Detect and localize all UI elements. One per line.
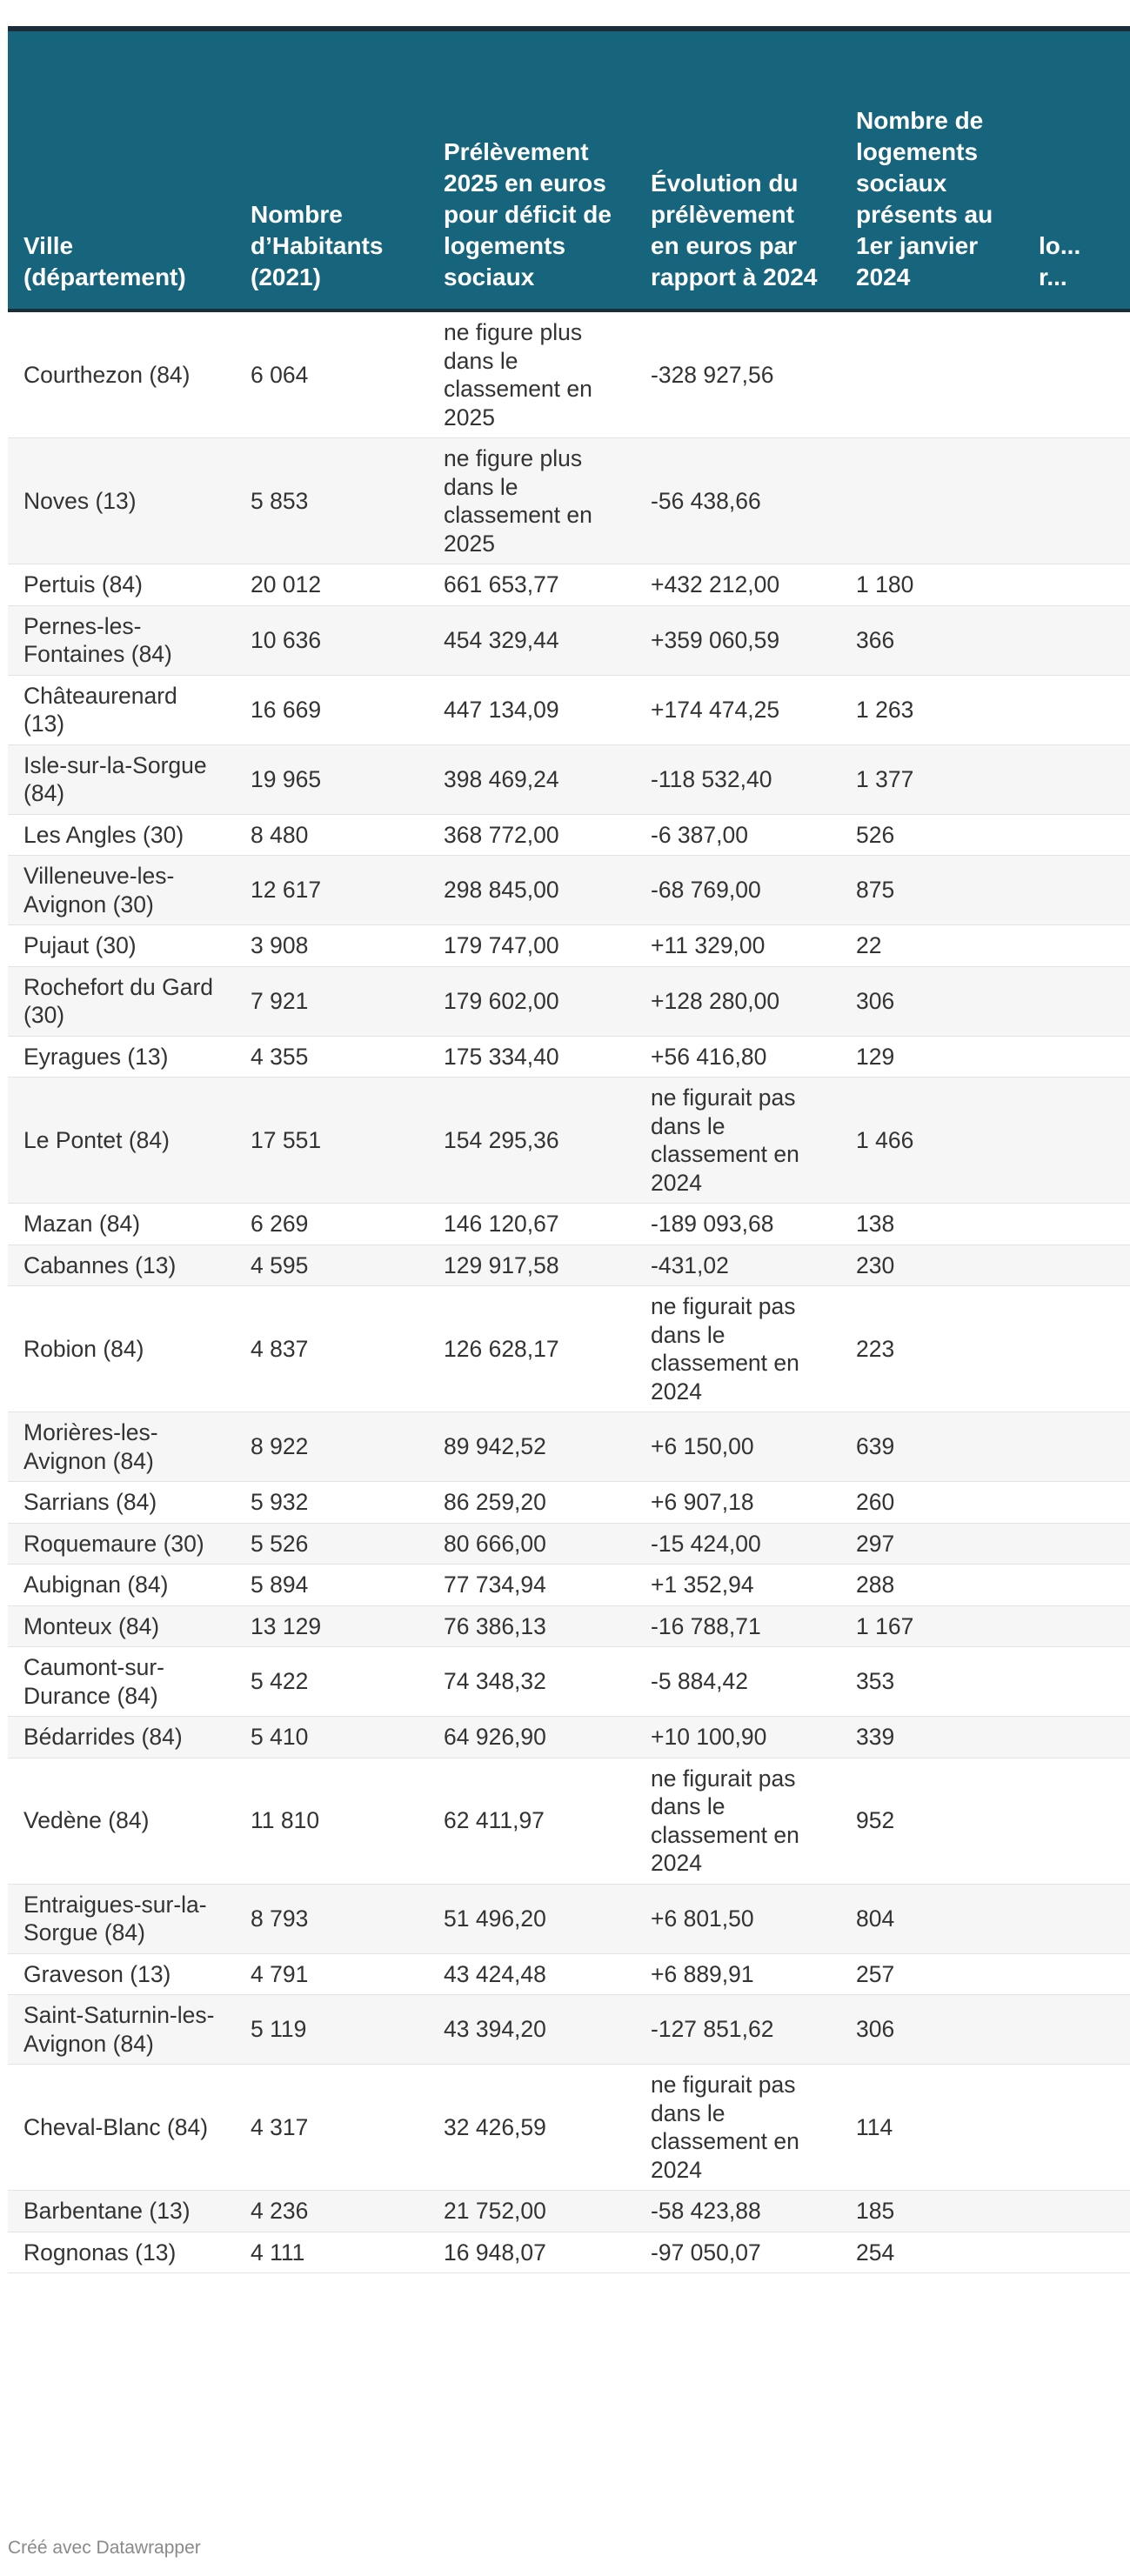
table-cell: 5 853 bbox=[235, 438, 428, 564]
table-cell: -328 927,56 bbox=[635, 310, 840, 438]
table-cell: 353 bbox=[840, 1647, 1023, 1717]
table-cell: 4 317 bbox=[235, 2065, 428, 2191]
table-cell: 7 921 bbox=[235, 966, 428, 1036]
table-cell: 661 653,77 bbox=[428, 564, 635, 606]
table-cell bbox=[1023, 1204, 1130, 1245]
table-cell: Morières-les-Avignon (84) bbox=[8, 1412, 235, 1482]
table-cell: Eyragues (13) bbox=[8, 1036, 235, 1078]
table-container bbox=[8, 26, 1081, 2273]
table-cell: 8 793 bbox=[235, 1884, 428, 1953]
table-cell: 1 167 bbox=[840, 1605, 1023, 1647]
table-cell: -97 050,07 bbox=[635, 2232, 840, 2273]
table-cell: 8 480 bbox=[235, 814, 428, 856]
table-cell: +128 280,00 bbox=[635, 966, 840, 1036]
table-cell: Pernes-les-Fontaines (84) bbox=[8, 605, 235, 675]
table-row bbox=[8, 1953, 1130, 1995]
table-row bbox=[8, 1286, 1130, 1412]
table-cell bbox=[1023, 1717, 1130, 1758]
table-cell: +11 329,00 bbox=[635, 925, 840, 967]
table-cell: +432 212,00 bbox=[635, 564, 840, 606]
table-cell: Cheval-Blanc (84) bbox=[8, 2065, 235, 2191]
table-cell: +6 889,91 bbox=[635, 1953, 840, 1995]
table-cell: 4 111 bbox=[235, 2232, 428, 2273]
table-cell: Caumont-sur-Durance (84) bbox=[8, 1647, 235, 1717]
table-row bbox=[8, 1565, 1130, 1606]
table-cell bbox=[1023, 1482, 1130, 1524]
table-cell: Pertuis (84) bbox=[8, 564, 235, 606]
table-cell bbox=[1023, 675, 1130, 744]
table-cell: 5 526 bbox=[235, 1523, 428, 1565]
table-row bbox=[8, 1036, 1130, 1078]
table-cell: 43 424,48 bbox=[428, 1953, 635, 1995]
table-cell: -127 851,62 bbox=[635, 1995, 840, 2065]
table-cell: ne figure plus dans le classement en 2025 bbox=[428, 310, 635, 438]
table-cell: Barbentane (13) bbox=[8, 2191, 235, 2232]
table-cell bbox=[1023, 1523, 1130, 1565]
table-cell: 639 bbox=[840, 1412, 1023, 1482]
table-cell bbox=[1023, 1078, 1130, 1204]
table-cell: 1 377 bbox=[840, 744, 1023, 814]
table-row bbox=[8, 925, 1130, 967]
table-row bbox=[8, 1758, 1130, 1884]
table-cell: 230 bbox=[840, 1245, 1023, 1286]
table-cell: -16 788,71 bbox=[635, 1605, 840, 1647]
table-cell: 4 791 bbox=[235, 1953, 428, 1995]
table-cell bbox=[1023, 1036, 1130, 1078]
table-cell: Courthezon (84) bbox=[8, 310, 235, 438]
table-cell bbox=[1023, 605, 1130, 675]
table-cell: 51 496,20 bbox=[428, 1884, 635, 1953]
table-cell: 10 636 bbox=[235, 605, 428, 675]
table-cell: ne figurait pas dans le classement en 2024 bbox=[635, 1078, 840, 1204]
table-cell: Isle-sur-la-Sorgue (84) bbox=[8, 744, 235, 814]
table-cell: Sarrians (84) bbox=[8, 1482, 235, 1524]
table-cell bbox=[1023, 1245, 1130, 1286]
table-cell: 5 932 bbox=[235, 1482, 428, 1524]
table-cell bbox=[1023, 925, 1130, 967]
table-row bbox=[8, 438, 1130, 564]
table-cell: 4 837 bbox=[235, 1286, 428, 1412]
table-cell: Bédarrides (84) bbox=[8, 1717, 235, 1758]
table-cell: 43 394,20 bbox=[428, 1995, 635, 2065]
table-cell: 32 426,59 bbox=[428, 2065, 635, 2191]
table-cell: Robion (84) bbox=[8, 1286, 235, 1412]
table-cell: 17 551 bbox=[235, 1078, 428, 1204]
table-cell: Pujaut (30) bbox=[8, 925, 235, 967]
table-row bbox=[8, 1245, 1130, 1286]
table-cell: 74 348,32 bbox=[428, 1647, 635, 1717]
table-cell: +56 416,80 bbox=[635, 1036, 840, 1078]
table-cell: 306 bbox=[840, 1995, 1023, 2065]
table-body bbox=[8, 310, 1130, 2273]
table-row bbox=[8, 2065, 1130, 2191]
table-cell: Châteaurenard (13) bbox=[8, 675, 235, 744]
table-cell: 129 bbox=[840, 1036, 1023, 1078]
table-cell: 13 129 bbox=[235, 1605, 428, 1647]
column-header-4[interactable]: Évolution du prélèvement en euros par rapport à 2024 bbox=[635, 29, 840, 310]
table-row bbox=[8, 966, 1130, 1036]
table-cell: 86 259,20 bbox=[428, 1482, 635, 1524]
table-cell: 254 bbox=[840, 2232, 1023, 2273]
table-cell bbox=[1023, 814, 1130, 856]
table-cell: -189 093,68 bbox=[635, 1204, 840, 1245]
table-cell: 16 669 bbox=[235, 675, 428, 744]
table-row bbox=[8, 1717, 1130, 1758]
table-cell: 5 422 bbox=[235, 1647, 428, 1717]
table-cell: 22 bbox=[840, 925, 1023, 967]
table-row bbox=[8, 310, 1130, 438]
column-header-2[interactable]: Nombre d’Habitants (2021) bbox=[235, 29, 428, 310]
table-cell: +359 060,59 bbox=[635, 605, 840, 675]
table-row bbox=[8, 1884, 1130, 1953]
table-row bbox=[8, 2191, 1130, 2232]
datawrapper-credit[interactable]: Créé avec Datawrapper bbox=[8, 2538, 201, 2558]
table-cell: 80 666,00 bbox=[428, 1523, 635, 1565]
table-cell bbox=[1023, 2065, 1130, 2191]
table-cell: 288 bbox=[840, 1565, 1023, 1606]
table-cell: 21 752,00 bbox=[428, 2191, 635, 2232]
table-cell: Vedène (84) bbox=[8, 1758, 235, 1884]
table-cell: 11 810 bbox=[235, 1758, 428, 1884]
table-cell: 20 012 bbox=[235, 564, 428, 606]
table-cell: +6 150,00 bbox=[635, 1412, 840, 1482]
table-cell: -5 884,42 bbox=[635, 1647, 840, 1717]
table-cell: 297 bbox=[840, 1523, 1023, 1565]
table-cell: Monteux (84) bbox=[8, 1605, 235, 1647]
table-cell: 526 bbox=[840, 814, 1023, 856]
table-cell bbox=[1023, 2232, 1130, 2273]
table-cell: 114 bbox=[840, 2065, 1023, 2191]
header-row bbox=[8, 29, 1130, 310]
table-cell bbox=[1023, 2191, 1130, 2232]
table-cell: 5 119 bbox=[235, 1995, 428, 2065]
table-cell: Rognonas (13) bbox=[8, 2232, 235, 2273]
table-cell: Le Pontet (84) bbox=[8, 1078, 235, 1204]
table-cell: 4 236 bbox=[235, 2191, 428, 2232]
table-cell: Cabannes (13) bbox=[8, 1245, 235, 1286]
column-header-1[interactable]: Ville (département) bbox=[8, 29, 235, 310]
table-row bbox=[8, 1482, 1130, 1524]
table-cell: 1 180 bbox=[840, 564, 1023, 606]
table-cell: 4 595 bbox=[235, 1245, 428, 1286]
table-cell bbox=[1023, 1286, 1130, 1412]
table-row bbox=[8, 744, 1130, 814]
table-cell: Villeneuve-les-Avignon (30) bbox=[8, 856, 235, 925]
table-cell bbox=[1023, 1605, 1130, 1647]
table-cell: ne figurait pas dans le classement en 2024 bbox=[635, 1758, 840, 1884]
table-cell: 5 894 bbox=[235, 1565, 428, 1606]
table-row bbox=[8, 1204, 1130, 1245]
table-cell: 339 bbox=[840, 1717, 1023, 1758]
table-cell: 126 628,17 bbox=[428, 1286, 635, 1412]
table-cell: 19 965 bbox=[235, 744, 428, 814]
table-cell bbox=[1023, 310, 1130, 438]
table-row bbox=[8, 1412, 1130, 1482]
table-cell: Saint-Saturnin-les-Avignon (84) bbox=[8, 1995, 235, 2065]
table-cell: 5 410 bbox=[235, 1717, 428, 1758]
table-cell bbox=[1023, 564, 1130, 606]
table-cell: 76 386,13 bbox=[428, 1605, 635, 1647]
table-cell: 16 948,07 bbox=[428, 2232, 635, 2273]
table-cell: 952 bbox=[840, 1758, 1023, 1884]
table-cell: 8 922 bbox=[235, 1412, 428, 1482]
table-cell bbox=[1023, 1758, 1130, 1884]
table-header bbox=[8, 29, 1130, 310]
table-row bbox=[8, 1995, 1130, 2065]
table-cell bbox=[840, 438, 1023, 564]
table-cell: -6 387,00 bbox=[635, 814, 840, 856]
table-cell: Rochefort du Gard (30) bbox=[8, 966, 235, 1036]
table-row bbox=[8, 1647, 1130, 1717]
table-cell: 1 466 bbox=[840, 1078, 1023, 1204]
table-cell: 257 bbox=[840, 1953, 1023, 1995]
table-cell: 77 734,94 bbox=[428, 1565, 635, 1606]
table-cell: 366 bbox=[840, 605, 1023, 675]
table-cell: Roquemaure (30) bbox=[8, 1523, 235, 1565]
table-cell bbox=[1023, 856, 1130, 925]
table-cell: -58 423,88 bbox=[635, 2191, 840, 2232]
table-cell: 146 120,67 bbox=[428, 1204, 635, 1245]
table-cell: ne figure plus dans le classement en 2025 bbox=[428, 438, 635, 564]
table-cell: +6 801,50 bbox=[635, 1884, 840, 1953]
table-cell: 89 942,52 bbox=[428, 1412, 635, 1482]
table-cell: 138 bbox=[840, 1204, 1023, 1245]
table-cell bbox=[1023, 1884, 1130, 1953]
table-cell bbox=[1023, 1995, 1130, 2065]
table-cell: 804 bbox=[840, 1884, 1023, 1953]
table-cell: ne figurait pas dans le classement en 2024 bbox=[635, 1286, 840, 1412]
table-cell: +1 352,94 bbox=[635, 1565, 840, 1606]
table-cell bbox=[1023, 1953, 1130, 1995]
table-row bbox=[8, 856, 1130, 925]
table-cell: 368 772,00 bbox=[428, 814, 635, 856]
table-row bbox=[8, 564, 1130, 606]
table-cell: 6 269 bbox=[235, 1204, 428, 1245]
table-cell: -68 769,00 bbox=[635, 856, 840, 925]
table-cell: 447 134,09 bbox=[428, 675, 635, 744]
table-cell: Graveson (13) bbox=[8, 1953, 235, 1995]
table-cell: 3 908 bbox=[235, 925, 428, 967]
table-cell: 185 bbox=[840, 2191, 1023, 2232]
table-cell: Les Angles (30) bbox=[8, 814, 235, 856]
table-row bbox=[8, 1523, 1130, 1565]
table-cell: -15 424,00 bbox=[635, 1523, 840, 1565]
table-cell bbox=[1023, 744, 1130, 814]
table-row bbox=[8, 2232, 1130, 2273]
table-cell: ne figurait pas dans le classement en 2024 bbox=[635, 2065, 840, 2191]
table-cell bbox=[1023, 1647, 1130, 1717]
table-cell: +6 907,18 bbox=[635, 1482, 840, 1524]
table-cell: +174 474,25 bbox=[635, 675, 840, 744]
table-cell: Noves (13) bbox=[8, 438, 235, 564]
table-cell: 12 617 bbox=[235, 856, 428, 925]
table-row bbox=[8, 1078, 1130, 1204]
table-cell: 1 263 bbox=[840, 675, 1023, 744]
table-cell: Aubignan (84) bbox=[8, 1565, 235, 1606]
table-cell: 6 064 bbox=[235, 310, 428, 438]
table-cell: 260 bbox=[840, 1482, 1023, 1524]
table-cell: 454 329,44 bbox=[428, 605, 635, 675]
table-cell bbox=[1023, 1565, 1130, 1606]
table-cell: 179 602,00 bbox=[428, 966, 635, 1036]
table-cell: 298 845,00 bbox=[428, 856, 635, 925]
table-cell: -56 438,66 bbox=[635, 438, 840, 564]
table-cell: 398 469,24 bbox=[428, 744, 635, 814]
column-header-3[interactable]: Prélèvement 2025 en euros pour déficit de logements sociaux bbox=[428, 29, 635, 310]
table-row bbox=[8, 675, 1130, 744]
table-cell: +10 100,90 bbox=[635, 1717, 840, 1758]
table-cell: -431,02 bbox=[635, 1245, 840, 1286]
table-cell: -118 532,40 bbox=[635, 744, 840, 814]
data-table bbox=[8, 26, 1130, 2273]
table-cell: 64 926,90 bbox=[428, 1717, 635, 1758]
table-cell: 62 411,97 bbox=[428, 1758, 635, 1884]
table-cell: 129 917,58 bbox=[428, 1245, 635, 1286]
table-cell: 223 bbox=[840, 1286, 1023, 1412]
table-cell: 4 355 bbox=[235, 1036, 428, 1078]
table-cell bbox=[840, 310, 1023, 438]
table-row bbox=[8, 605, 1130, 675]
table-cell: 306 bbox=[840, 966, 1023, 1036]
table-cell: Mazan (84) bbox=[8, 1204, 235, 1245]
table-row bbox=[8, 814, 1130, 856]
table-cell: 154 295,36 bbox=[428, 1078, 635, 1204]
table-cell: 179 747,00 bbox=[428, 925, 635, 967]
column-header-5[interactable]: Nombre de logements sociaux présents au 1er janvier 2024 bbox=[840, 29, 1023, 310]
table-cell: 175 334,40 bbox=[428, 1036, 635, 1078]
table-cell bbox=[1023, 1412, 1130, 1482]
table-cell bbox=[1023, 438, 1130, 564]
table-row bbox=[8, 1605, 1130, 1647]
column-header-6[interactable]: lo... r... bbox=[1023, 29, 1130, 310]
table-cell bbox=[1023, 966, 1130, 1036]
table-cell: Entraigues-sur-la-Sorgue (84) bbox=[8, 1884, 235, 1953]
table-cell: 875 bbox=[840, 856, 1023, 925]
